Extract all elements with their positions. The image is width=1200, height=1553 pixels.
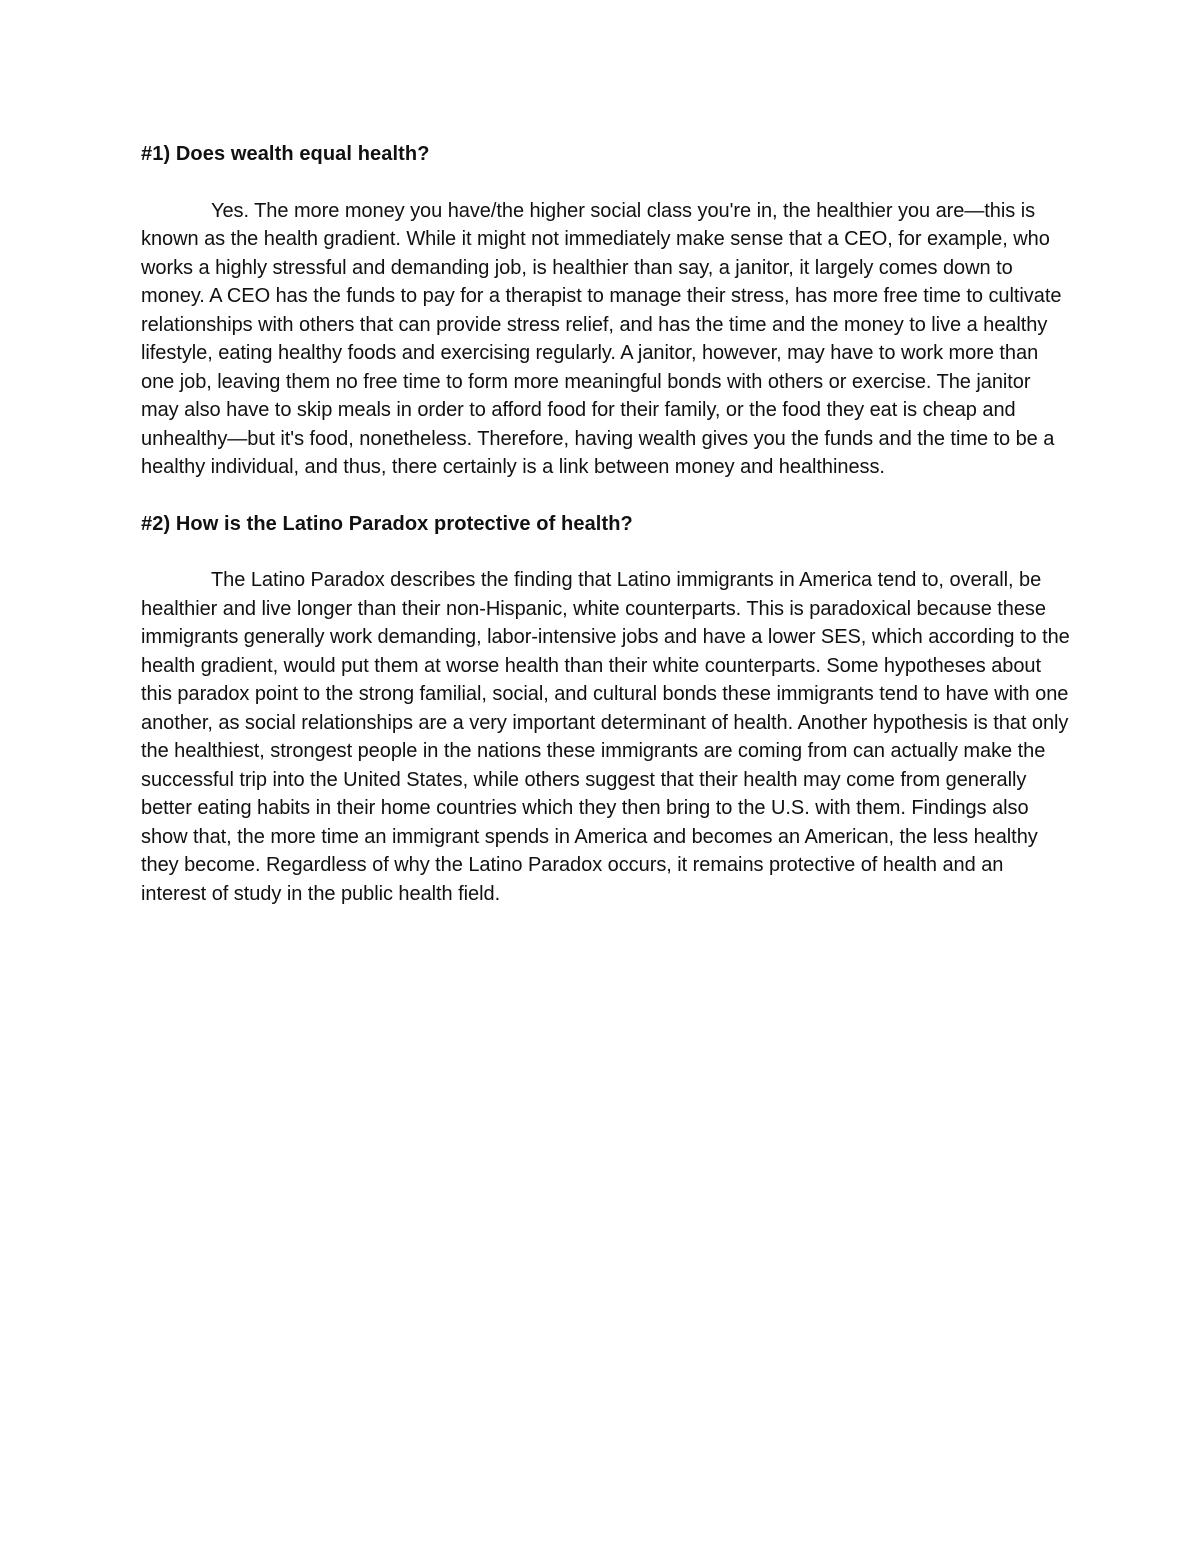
question-section-1 <box>141 140 1071 482</box>
answer-paragraph: Yes. The more money you have/the higher social class you're in, the healthier you are—this is known as the health gradient. While it might not immediately make sense that a CEO, for example, who works a highly stressful and demanding job, is healthier than say, a janitor, it largely comes down to money. A CEO has the funds to pay for a therapist to manage their stress, has more free time to cultivate relationships with others that can provide stress relief, and has the time and the money to live a healthy lifestyle, eating healthy foods and exercising regularly. A janitor, however, may have to work more than one job, leaving them no free time to form more meaningful bonds with others or exercise. The janitor may also have to skip meals in order to afford food for their family, or the food they eat is cheap and unhealthy—but it's food, nonetheless. Therefore, having wealth gives you the funds and the time to be a healthy individual, and thus, there certainly is a link between money and healthiness. <box>141 199 1062 478</box>
question-heading: #1) Does wealth equal health? <box>141 143 430 165</box>
question-heading: #2) How is the Latino Paradox protective of health? <box>141 512 633 535</box>
question-section-2 <box>141 510 1071 909</box>
answer-paragraph: The Latino Paradox describes the finding that Latino immigrants in America tend to, overall, be healthier and live longer than their non-Hispanic, white counterparts. This is paradoxical because these immigrants generally work demanding, labor-intensive jobs and have a lower SES, which according to the health gradient, would put them at worse health than their white counterparts. Some hypotheses about this paradox point to the strong familial, social, and cultural bonds these immigrants tend to have with one another, as social relationships are a very important determinant of health. Another hypothesis is that only the healthiest, strongest people in the nations these immigrants are coming from can actually make the successful trip into the United States, while others suggest that their health may come from generally better eating habits in their home countries which they then bring to the U.S. with them. Findings also show that, the more time an immigrant spends in America and becomes an American, the less healthy they become. Regardless of why the Latino Paradox occurs, it remains protective of health and an interest of study in the public health field. <box>141 569 1070 905</box>
document-body <box>141 140 1071 936</box>
